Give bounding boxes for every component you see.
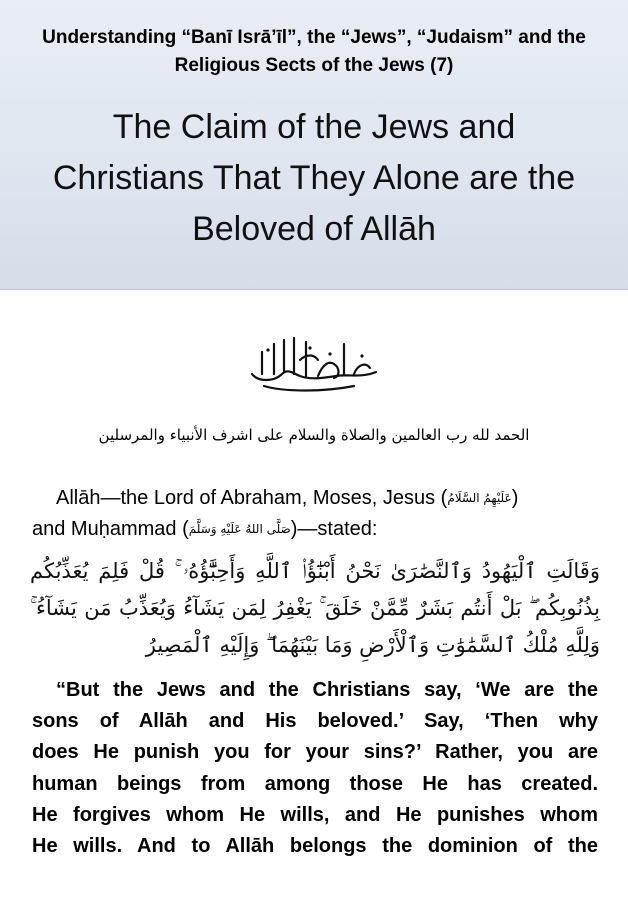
intro-line-2-text: and Muḥammad ( <box>32 518 189 540</box>
intro-line-2-close: )—stated: <box>290 518 378 540</box>
series-title-line-1: Understanding “Banī Isrā’īl”, the “Jews”, “Judaism” and the <box>42 27 586 48</box>
honorific-salallahu-alayhi-wasallam: صَلَّى اللهُ عَلَيْهِ وَسَلَّمَ <box>188 522 291 536</box>
translation-line-5: He forgives whom He wills, and He punishes whom <box>32 803 598 826</box>
intro-line-1-close: ) <box>511 487 519 509</box>
translation-line-6: He wills. And to Allāh belongs the dominion of the <box>32 835 598 858</box>
translation-line-1-text: “But the Jews and the Christians say, ‘We are the <box>56 679 598 701</box>
intro-paragraph <box>32 483 598 545</box>
honorific-alayhim-salam: عَلَيْهِمُ السَّلَامُ <box>447 491 512 505</box>
article-title <box>14 102 614 255</box>
translation-line-4: human beings from among those He has created. <box>32 772 598 795</box>
translation-line-1 <box>32 675 598 706</box>
series-title-line-2: Religious Sects of the Jews (7) <box>174 55 454 76</box>
intro-line-1 <box>32 483 598 514</box>
intro-line-1-text: Allāh—the Lord of Abraham, Moses, Jesus ( <box>56 487 448 509</box>
intro-line-2 <box>32 514 598 545</box>
translation-line-2: sons of Allāh and His beloved.’ Say, ‘Then why <box>32 710 598 733</box>
header-banner <box>0 0 628 290</box>
translation-line-3: does He punish you for your sins?’ Rather, you are <box>32 741 598 764</box>
article-title-line-2: Christians That They Alone are the <box>52 159 576 197</box>
verse-translation <box>32 675 598 862</box>
basmala-calligraphy <box>244 330 384 394</box>
quran-verse-arabic: وَقَالَتِ ٱلْيَهُودُ وَٱلنَّصَٰرَىٰ نَحْنُ أَبْنَٰٓؤُا۟ ٱللَّهِ وَأَحِبَّٰٓؤُهُۥ ۚ قُلْ فَلِمَ يُعَذِّبُكُم بِذُنُوبِكُم ۖ بَلْ أَنتُم بَشَرٌ مِّمَّنْ خَلَقَ ۚ يَغْفِرُ لِمَن يَشَآءُ وَيُعَذِّبُ مَن يَشَآءُ ۚ وَلِلَّهِ مُلْكُ ٱلسَّمَٰوَٰتِ وَٱلْأَرْضِ وَمَا بَيْنَهُمَا ۖ وَإِلَيْهِ ٱلْمَصِيرُ <box>30 559 600 657</box>
series-title <box>18 24 610 80</box>
arabic-praise-line: الحمد لله رب العالمين والصلاة والسلام على اشرف الأنبياء والمرسلين <box>98 426 530 444</box>
article-title-line-1: The Claim of the Jews and <box>112 108 516 146</box>
article-title-line-3: Beloved of Allāh <box>192 210 436 248</box>
